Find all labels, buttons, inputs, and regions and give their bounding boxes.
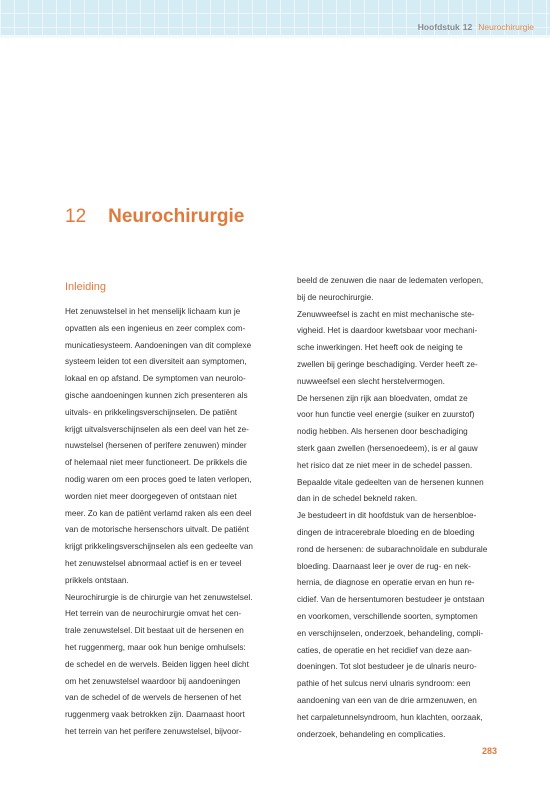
body-line: trale zenuwstelsel. Dit bestaat uit de hersenen en	[65, 626, 244, 636]
body-line: opvatten als een ingenieus en zeer complex com-	[65, 323, 246, 333]
body-line: lokaal en op afstand. De symptomen van neurolo-	[65, 374, 246, 384]
running-head-title: Neurochirurgie	[478, 22, 534, 32]
body-line: van de motorische hersenschors uitvalt. De patiënt	[65, 525, 249, 535]
body-line: bloeding. Daarnaast leer je over de rug- en nek-	[297, 561, 471, 571]
body-line: voor hun functie veel energie (suiker en zuurstof)	[297, 410, 475, 420]
body-line: onderzoek, behandeling en complicaties.	[297, 729, 446, 739]
body-line: krijgt prikkelingsverschijnselen als een gedeelte van	[65, 542, 253, 552]
body-line: het zenuwstelsel abnormaal actief is en er teveel	[65, 558, 242, 568]
right-text-column	[297, 273, 509, 743]
body-line: Zenuwweefsel is zacht en mist mechanische ste-	[297, 309, 475, 319]
body-line: worden niet meer doorgegeven of ontstaan niet	[65, 491, 237, 501]
chapter-title: Neurochirurgie	[108, 206, 245, 227]
body-line: krijgt uitvalsverschijnselen als een deel van het ze-	[65, 424, 249, 434]
body-line: dingen de intracerebrale bloeding en de bloeding	[297, 527, 475, 537]
body-line: gische aandoeningen kunnen zich presenteren als	[65, 390, 248, 400]
body-line: vigheid. Het is daardoor kwetsbaar voor mechani-	[297, 326, 478, 336]
body-line: het ruggenmerg, maar ook hun benige omhulsels:	[65, 642, 246, 652]
body-line: van de schedel of de wervels de hersenen of het	[65, 693, 242, 703]
page-number: 283	[481, 746, 497, 756]
running-head-label: Hoofdstuk	[417, 22, 460, 32]
body-line: Het terrein van de neurochirurgie omvat het cen-	[65, 609, 242, 619]
body-line: of helemaal niet meer functioneert. De prikkels die	[65, 458, 248, 468]
body-line: de schedel en de wervels. Beiden liggen heel dicht	[65, 659, 249, 669]
left-text-column	[65, 304, 275, 741]
body-line: meer. Zo kan de patiënt verlamd raken als een deel	[65, 508, 252, 518]
chapter-number: 12	[65, 206, 87, 227]
body-line: en voorkomen, verschillende soorten, symptomen	[297, 611, 478, 621]
body-line: dan in de schedel bekneld raken.	[297, 494, 418, 504]
body-line: nuwstelsel (hersenen of perifere zenuwen) minder	[65, 441, 247, 451]
running-head	[418, 22, 534, 32]
header-band	[0, 0, 550, 38]
body-line: De hersenen zijn rijk aan bloedvaten, omdat ze	[297, 393, 468, 403]
body-line: nodig hebben. Als hersenen door beschadiging	[297, 427, 468, 437]
body-line: sterk gaan zwellen (hersenoedeem), is er al gauw	[297, 443, 478, 453]
body-line: om het zenuwstelsel waardoor bij aandoeningen	[65, 676, 241, 686]
body-line: Bepaalde vitale gedeelten van de hersenen kunnen	[297, 477, 484, 487]
body-line: nuwweefsel een slecht herstelvermogen.	[297, 376, 445, 386]
body-line: Je bestudeert in dit hoofdstuk van de hersenbloe-	[297, 511, 477, 521]
body-line: prikkels ontstaan.	[65, 575, 129, 585]
body-line: ruggenmerg vaak betrokken zijn. Daarnaast hoort	[65, 710, 245, 720]
body-line: het terrein van het perifere zenuwstelsel, bijvoor-	[65, 726, 242, 736]
body-line: uitvals- en prikkelingsverschijnselen. De patiënt	[65, 407, 238, 417]
body-line: Het zenuwstelsel in het menselijk lichaam kun je	[65, 307, 241, 316]
body-line: hernia, de diagnose en operatie ervan en hun re-	[297, 578, 475, 588]
body-line: het risico dat ze niet meer in de schedel passen.	[297, 460, 473, 470]
section-heading: Inleiding	[65, 281, 106, 293]
body-line: systeem leiden tot een diversiteit aan symptomen,	[65, 357, 247, 367]
body-line: en verschijnselen, onderzoek, behandeling, compli-	[297, 628, 484, 638]
body-line: het carpaletunnelsyndroom, hun klachten, oorzaak,	[297, 712, 483, 722]
body-line: aandoening van een van de drie armzenuwen, en	[297, 695, 477, 705]
body-line: beeld de zenuwen die naar de ledematen verlopen,	[297, 276, 484, 285]
body-line: zwellen bij geringe beschadiging. Verder heeft ze-	[297, 359, 478, 369]
body-line: cidief. Van de hersentumoren bestudeer je ontstaan	[297, 595, 485, 605]
body-line: nodig waren om een proces goed te laten verlopen,	[65, 474, 252, 484]
body-line: Neurochirurgie is de chirurgie van het zenuwstelsel.	[65, 592, 253, 602]
body-line: doeningen. Tot slot bestudeer je de ulnaris neuro-	[297, 662, 477, 672]
running-head-chapter-number: 12	[462, 22, 473, 32]
body-line: rond de hersenen: de subarachnoïdale en subdurale	[297, 544, 488, 554]
chapter-heading	[65, 206, 244, 228]
body-line: municatiesysteem. Aandoeningen van dit complexe	[65, 340, 252, 350]
body-line: caties, de operatie en het recidief van deze aan-	[297, 645, 472, 655]
body-line: bij de neurochirurgie.	[297, 292, 374, 302]
body-line: sche inwerkingen. Het heeft ook de neiging te	[297, 343, 463, 353]
body-line: pathie of het sulcus nervi ulnaris syndroom: een	[297, 679, 471, 689]
